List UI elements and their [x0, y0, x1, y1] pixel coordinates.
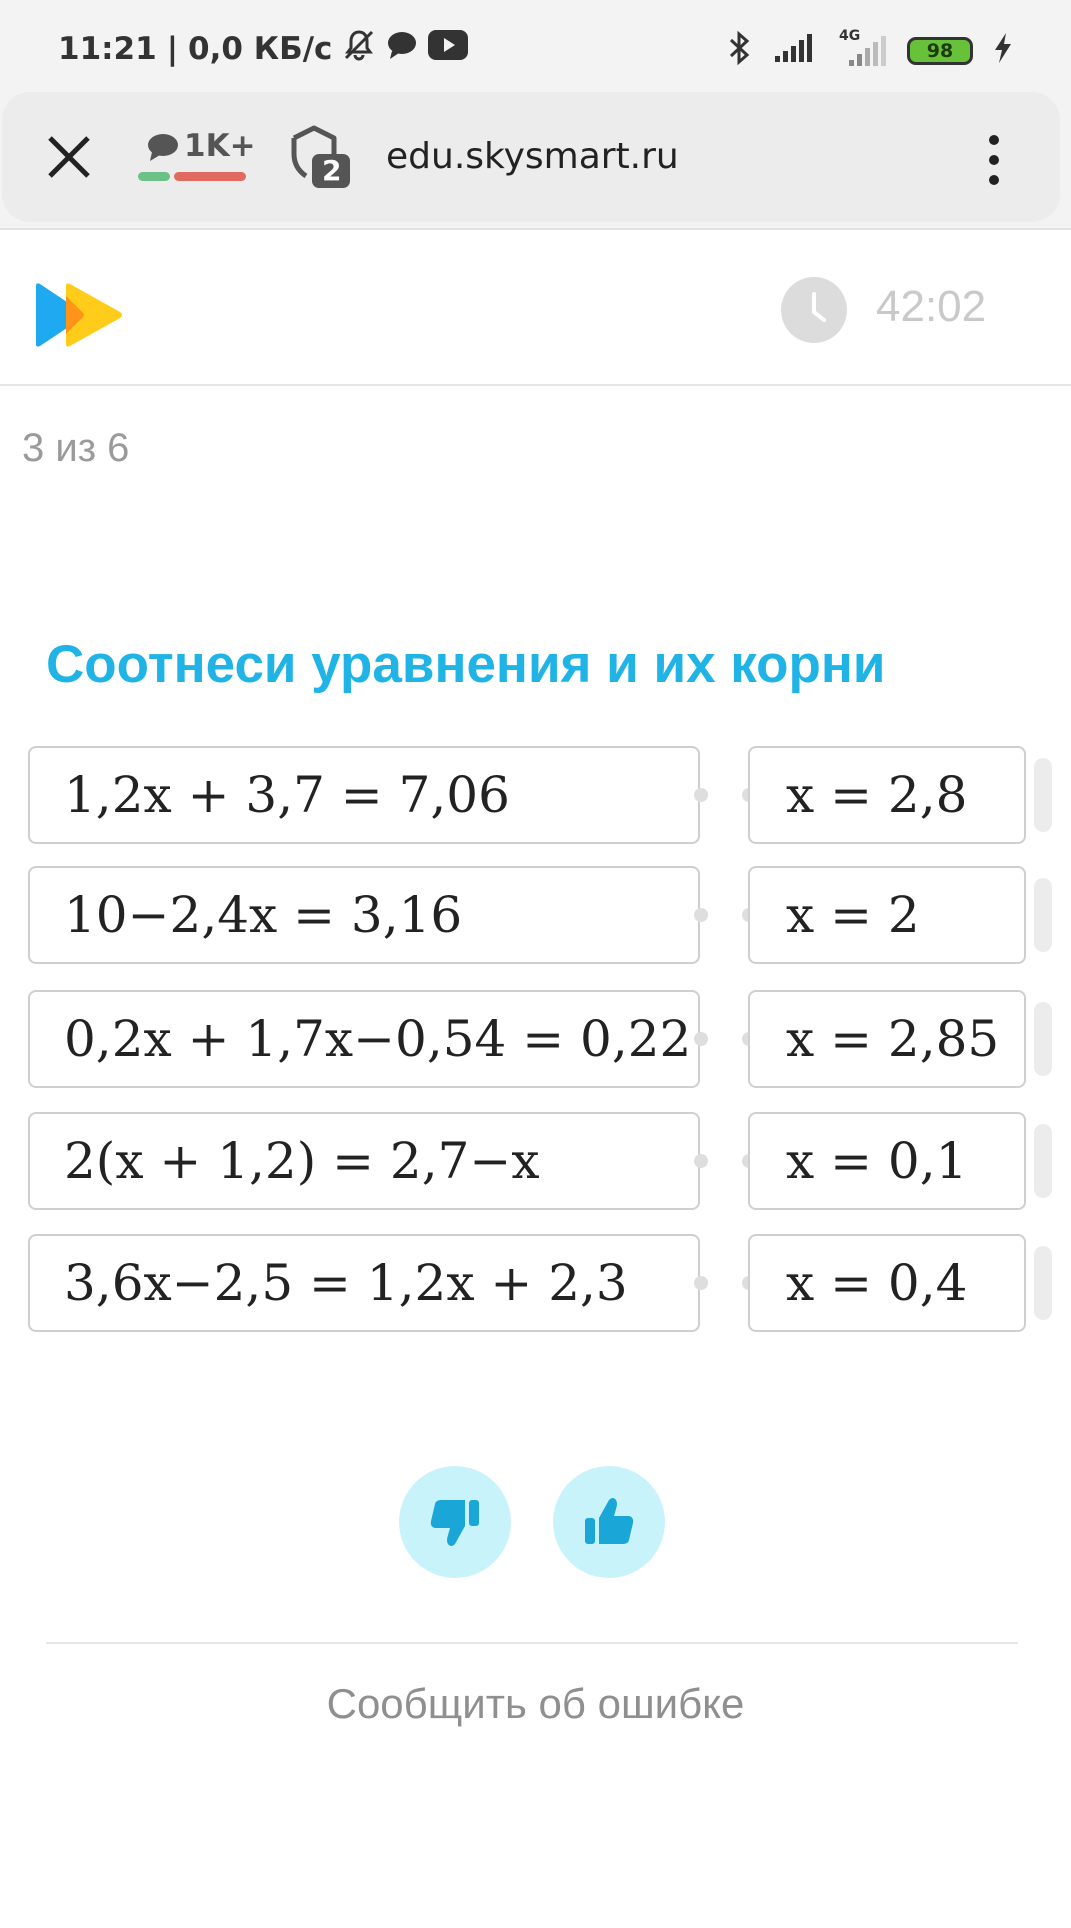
- status-left: [58, 28, 468, 70]
- answer-card[interactable]: [748, 746, 1026, 844]
- answer-card[interactable]: [748, 1112, 1026, 1210]
- equation-text: 0,2x + 1,7x−0,54 = 0,22: [64, 1010, 692, 1068]
- timer: 42:02: [876, 282, 987, 331]
- more-vertical-icon: [978, 132, 1010, 192]
- drag-handle[interactable]: [1034, 878, 1052, 952]
- match-row: [0, 990, 1071, 1088]
- drag-handle[interactable]: [1034, 1246, 1052, 1320]
- left-connector: [694, 1276, 708, 1290]
- rating-bar-positive: [138, 172, 170, 181]
- tabs-count: 2: [322, 154, 342, 187]
- drag-handle[interactable]: [1034, 758, 1052, 832]
- status-bar: [0, 0, 1071, 92]
- comments-count: 1K+: [184, 128, 256, 164]
- dislike-button[interactable]: [399, 1466, 511, 1578]
- answer-text: x = 2: [786, 886, 920, 944]
- match-row: [0, 1112, 1071, 1210]
- skysmart-logo[interactable]: [32, 282, 126, 348]
- equation-text: 2(x + 1,2) = 2,7−x: [64, 1132, 540, 1190]
- equation-card[interactable]: [28, 866, 700, 964]
- close-button[interactable]: [44, 132, 94, 182]
- close-icon: [44, 132, 94, 182]
- network-label: 4G: [839, 27, 861, 44]
- thumbs-down-icon: [427, 1494, 483, 1550]
- bell-muted-icon: [342, 28, 376, 70]
- left-connector: [694, 1154, 708, 1168]
- shield-icon: [288, 124, 354, 190]
- equation-text: 3,6x−2,5 = 1,2x + 2,3: [64, 1254, 628, 1312]
- match-row: [0, 866, 1071, 964]
- browser-menu-button[interactable]: [978, 132, 1010, 192]
- status-right: [727, 27, 1013, 71]
- match-row: [0, 746, 1071, 844]
- like-button[interactable]: [553, 1466, 665, 1578]
- footer-divider: [46, 1642, 1018, 1644]
- charging-icon: [993, 32, 1013, 69]
- logo-icon: [32, 282, 126, 348]
- status-data-rate: 0,0 КБ/с: [188, 31, 333, 67]
- protection-button[interactable]: [288, 124, 354, 190]
- address-bar: [2, 92, 1060, 222]
- left-connector: [694, 788, 708, 802]
- status-time: 11:21: [58, 31, 157, 67]
- chat-bubble-icon: [386, 29, 418, 69]
- report-error-link[interactable]: Сообщить об ошибке: [326, 1680, 745, 1727]
- drag-handle[interactable]: [1034, 1124, 1052, 1198]
- answer-card[interactable]: [748, 866, 1026, 964]
- browser-bar: [0, 92, 1071, 230]
- match-row: [0, 1234, 1071, 1332]
- equation-card[interactable]: [28, 1234, 700, 1332]
- task-title: Соотнеси уравнения и их корни: [46, 635, 886, 694]
- drag-handle[interactable]: [1034, 1002, 1052, 1076]
- url-text[interactable]: edu.skysmart.ru: [386, 136, 679, 177]
- comments-button[interactable]: [138, 122, 256, 182]
- signal-icon: [773, 32, 815, 69]
- comment-icon: [146, 132, 180, 164]
- answer-card[interactable]: [748, 1234, 1026, 1332]
- equation-text: 1,2x + 3,7 = 7,06: [64, 766, 510, 824]
- answer-card[interactable]: [748, 990, 1026, 1088]
- clock-icon: [780, 276, 848, 344]
- equation-card[interactable]: [28, 1112, 700, 1210]
- thumbs-up-icon: [581, 1494, 637, 1550]
- youtube-icon: [428, 30, 468, 68]
- answer-text: x = 2,8: [786, 766, 968, 824]
- equation-card[interactable]: [28, 990, 700, 1088]
- battery-indicator: 98: [907, 37, 973, 65]
- rating-bar-negative: [174, 172, 246, 181]
- status-separator: |: [166, 31, 179, 67]
- question-progress: 3 из 6: [22, 426, 130, 470]
- equation-text: 10−2,4x = 3,16: [64, 886, 463, 944]
- answer-text: x = 0,1: [786, 1132, 968, 1190]
- app-header: [0, 232, 1071, 386]
- bluetooth-icon: [727, 30, 753, 71]
- left-connector: [694, 1032, 708, 1046]
- answer-text: x = 0,4: [786, 1254, 968, 1312]
- equation-card[interactable]: [28, 746, 700, 844]
- signal-4g-icon: [835, 27, 887, 68]
- left-connector: [694, 908, 708, 922]
- answer-text: x = 2,85: [786, 1010, 1000, 1068]
